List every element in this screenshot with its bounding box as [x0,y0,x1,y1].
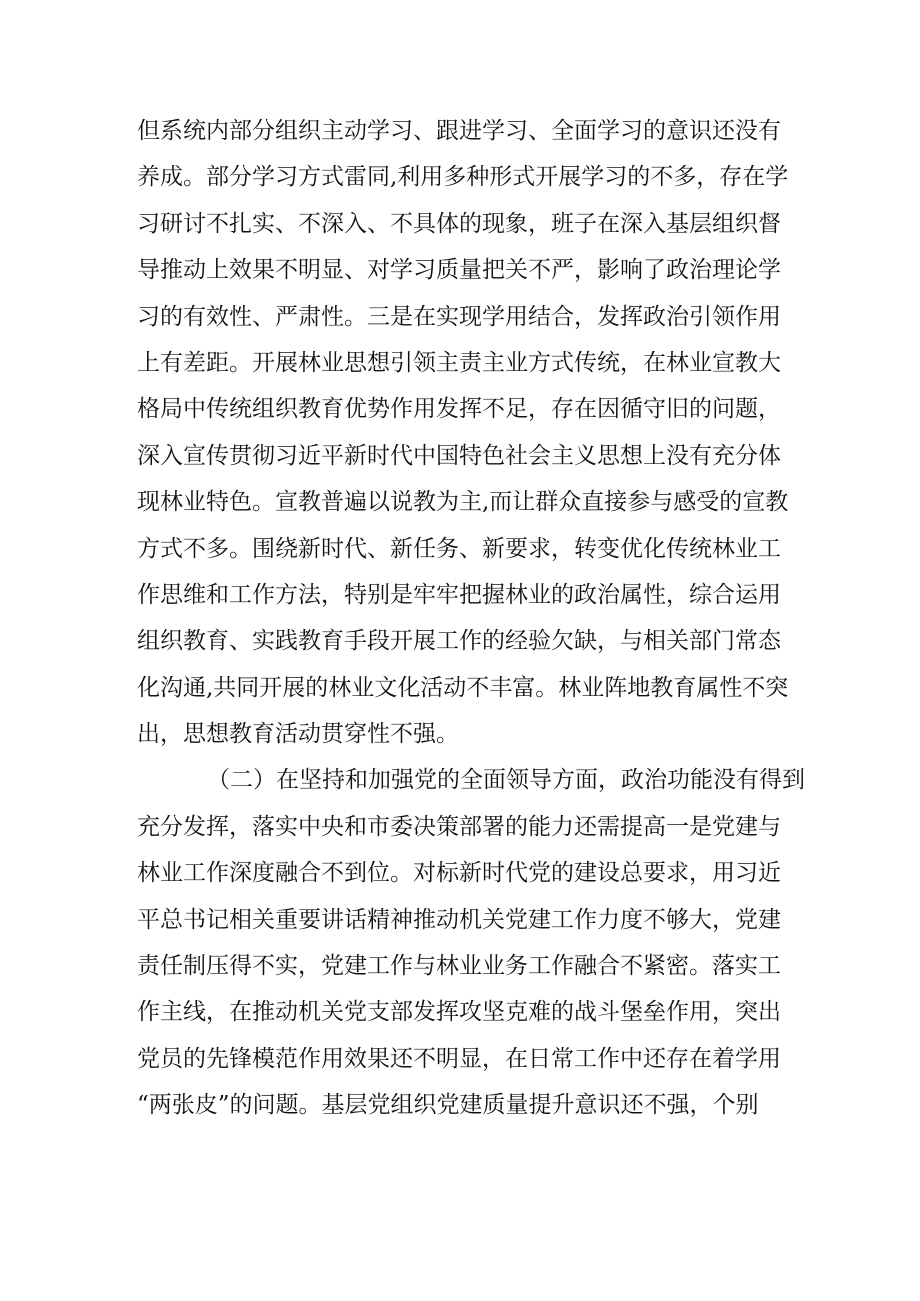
text-line: 党员的先锋模范作用效果还不明显，在日常工作中还存在着学用 [137,1045,781,1072]
text-line: 化沟通,共同开展的林业文化活动不丰富。林业阵地教育属性不突 [137,674,789,701]
text-line: 责任制压得不实，党建工作与林业业务工作融合不紧密。落实工 [137,953,781,980]
text-line: 方式不多。围绕新时代、新任务、新要求，转变优化传统林业工 [137,535,781,562]
text-line: 养成。部分学习方式雷同,利用多种形式开展学习的不多，存在学 [137,164,789,191]
text-line: 作思维和工作方法，特别是牢牢把握林业的政治属性，综合运用 [137,581,781,608]
text-line: 出，思想教育活动贯穿性不强。 [137,721,459,748]
text-line: 习的有效性、严肃性。三是在实现学用结合，发挥政治引领作用 [137,303,781,330]
text-line: 平总书记相关重要讲话精神推动机关党建工作力度不够大，党建 [137,906,781,933]
text-line: 组织教育、实践教育手段开展工作的经验欠缺，与相关部门常态 [137,628,781,655]
text-line: 但系统内部分组织主动学习、跟进学习、全面学习的意识还没有 [137,118,781,144]
text-line: 习研讨不扎实、不深入、不具体的现象，班子在深入基层组织督 [137,210,781,237]
section-heading-line: （二）在坚持和加强党的全面领导方面，政治功能没有得到 [207,767,805,794]
text-line: 林业工作深度融合不到位。对标新时代党的建设总要求，用习近 [137,860,781,887]
text-line: “两张皮”的问题。基层党组织党建质量提升意识还不强，个别 [137,1092,759,1119]
text-line: 导推动上效果不明显、对学习质量把关不严，影响了政治理论学 [137,257,781,284]
text-line: 现林业特色。宣教普遍以说教为主,而让群众直接参与感受的宣教 [137,489,789,516]
text-line: 作主线，在推动机关党支部发挥攻坚克难的战斗堡垒作用，突出 [137,999,781,1026]
text-line: 格局中传统组织教育优势作用发挥不足，存在因循守旧的问题， [137,396,781,423]
text-line: 充分发挥，落实中央和市委决策部署的能力还需提高一是党建与 [137,813,781,840]
document-body [137,108,807,1129]
text-line: 上有差距。开展林业思想引领主责主业方式传统，在林业宣教大 [137,349,781,376]
text-line: 深入宣传贯彻习近平新时代中国特色社会主义思想上没有充分体 [137,442,781,469]
